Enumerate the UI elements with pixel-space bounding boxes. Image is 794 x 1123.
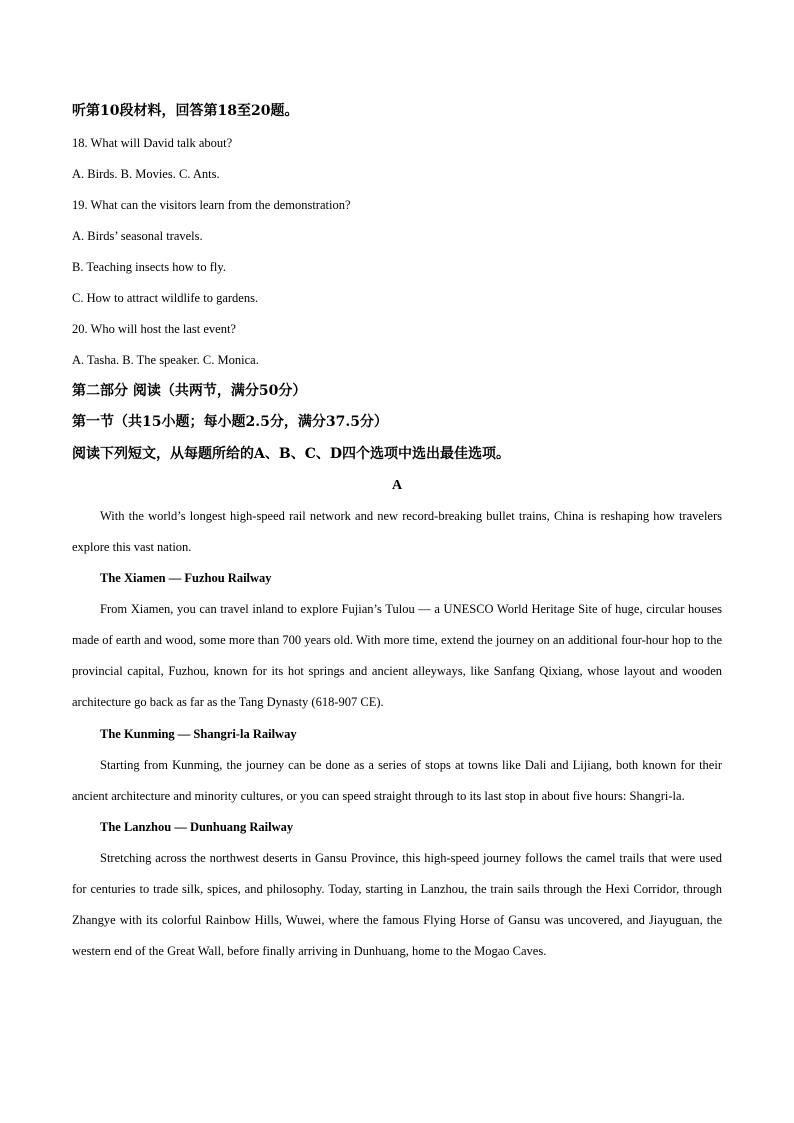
passage-label: A [391,478,403,493]
railway-title-lanzhou-dunhuang: The Lanzhou — Dunhuang Railway [100,819,294,834]
question-18-stem: 18. What will David talk about? [72,135,233,150]
railway-title-xiamen-fuzhou: The Xiamen — Fuzhou Railway [100,571,272,586]
question-18-options: A. Birds. B. Movies. C. Ants. [72,166,220,181]
question-19-stem: 19. What can the visitors learn from the demonstration? [72,197,351,212]
reading-directions: 阅读下列短文，从每题所给的A、B、C、D四个选项中选出最佳选项。 [72,445,510,462]
railway-text-kunming-shangrila: Starting from Kunming, the journey can be done as a series of stops at towns like Dali and Lijiang, both known for their ancient architecture and minority cultures, or you can speed straight through to its last stop in about five hours: Shangri-la. [72,757,722,803]
question-19-option-c: C. How to attract wildlife to gardens. [72,290,259,305]
railway-text-lanzhou-dunhuang: Stretching across the northwest deserts in Gansu Province, this high-speed journey follows the camel trails that were used for centuries to trade silk, spices, and philosophy. Today, starting in Lanzhou, the train sails through the Hexi Corridor, through Zhangye with its colorful Rainbow Hills, Wuwei, where the famous Flying Horse of Gansu was uncovered, and Jiayuguan, the western end of the Great Wall, before finally arriving in Dunhuang, home to the Mogao Caves. [72,850,722,959]
question-19-option-a: A. Birds’ seasonal travels. [72,228,203,243]
reading-section-title: 第一节（共15小题；每小题2.5分，满分37.5分） [72,414,388,430]
question-20-options: A. Tasha. B. The speaker. C. Monica. [72,352,259,367]
railway-title-kunming-shangrila: The Kunming — Shangri-la Railway [100,726,297,741]
question-19-option-b: B. Teaching insects how to fly. [72,259,226,274]
passage-intro: With the world’s longest high-speed rail network and new record-breaking bullet trains, China is reshaping how travelers explore this vast nation. [72,509,722,555]
exam-page [72,96,722,967]
question-20-stem: 20. Who will host the last event? [72,321,236,336]
railway-text-xiamen-fuzhou: From Xiamen, you can travel inland to explore Fujian’s Tulou — a UNESCO World Heritage Site of huge, circular houses made of earth and wood, some more than 700 years old. With more time, extend the journey on an additional four-hour hop to the provincial capital, Fuzhou, known for its hot springs and ancient alleyways, like Sanfang Qixiang, whose layout and wooden architecture go back as far as the Tang Dynasty (618-907 CE). [72,602,722,710]
reading-part-title: 第二部分 阅读（共两节，满分50分） [72,382,307,399]
listening-instruction: 听第10段材料，回答第18至20题。 [72,103,299,119]
